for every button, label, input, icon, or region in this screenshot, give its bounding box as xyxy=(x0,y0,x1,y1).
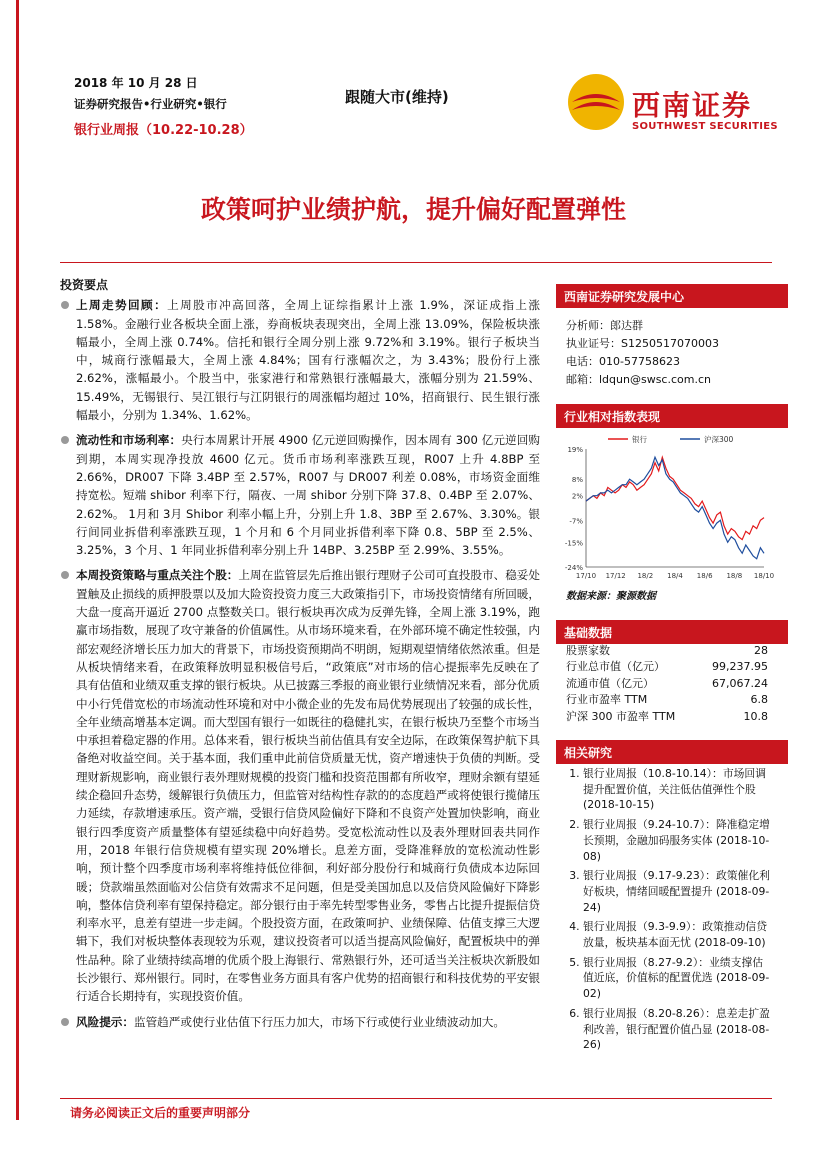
related-item[interactable]: 2. 银行业周报（9.24-10.7）：降准稳定增长预期，金融加码服务实体 (2018-10-08) xyxy=(583,817,772,864)
paragraph-text: 央行本周累计开展 4900 亿元逆回购操作，因本周有 300 亿元逆回购到期，本周实现净投放 4600 亿元。货币市场利率涨跌互现，R007 上升 4.8BP 至 2.66%，DR007 下降 3.4BP 至 2.57%，R007 与 DR007 利差 0.08%，市场资金面维持宽松。短端 shibor 利率下行，隔夜、一周 shibor 分别下降 37.8、0.4BP 至 2.07%、2.62%。 1月和 3月 Shibor 利率小幅上升，分别上升 1.8、3BP 至 2.67%、3.30%。银行间同业拆借利率涨跌互现，1 个月和 6 个月同业拆借利率下降 0.8、5BP 至 2.5%、3.25%，3 个月、1 年同业拆借利率分别上升 14BP、3.25BP 至 2.99%、3.55%。 xyxy=(76,433,540,558)
paragraph-head: 上周走势回顾： xyxy=(76,298,168,313)
basic-row xyxy=(566,643,768,659)
brand-name-en: SOUTHWEST SECURITIES xyxy=(632,121,778,132)
x-tick-label: 18/10 xyxy=(753,572,775,580)
basic-value: 28 xyxy=(754,644,768,657)
paragraph-head: 流动性和市场利率： xyxy=(76,433,182,448)
paragraph-head: 本周投资策略与重点关注个股： xyxy=(76,568,239,583)
basic-row xyxy=(566,676,768,692)
bullet-icon xyxy=(61,436,69,444)
legend-label: 沪深300 xyxy=(704,435,734,444)
analyst-name: 分析师：郎达群 xyxy=(566,319,643,332)
relative-index-chart xyxy=(556,431,775,601)
basic-row xyxy=(566,692,768,708)
left-accent-bar xyxy=(16,0,19,1120)
basic-row xyxy=(566,659,768,675)
related-research-header: 相关研究 xyxy=(556,740,788,764)
paragraph-strategy xyxy=(60,566,540,1005)
basic-label: 行业市盈率 TTM xyxy=(566,693,648,707)
basic-value: 99,237.95 xyxy=(712,660,768,674)
related-item[interactable]: 6. 银行业周报（8.20-8.26）：息差走扩盈利改善，银行配置价值凸显 (2018-08-26) xyxy=(583,1006,772,1053)
basic-label: 沪深 300 市盈率 TTM xyxy=(566,709,676,723)
y-tick-label: 8% xyxy=(571,476,583,485)
report-category: 证券研究报告•行业研究•银行 xyxy=(74,97,227,111)
related-item[interactable]: 3. 银行业周报（9.17-9.23）：政策催化利好板块，情绪回暖配置提升 (2018-09-24) xyxy=(583,868,772,915)
legend-label: 银行 xyxy=(632,435,647,444)
paragraph-text: 上周股市冲高回落，全周上证综指累计上涨 1.9%，深证成指上涨 1.58%。金融行业各板块全面上涨，券商板块表现突出，全周上涨 13.09%，保险板块涨幅最小，全周上涨 0.74%。信托和银行全周分别上涨 9.72%和 3.19%。银行子板块当中，城商行涨幅最大，全周上涨 4.84%；国有行涨幅次之，为 3.43%；股份行上涨 2.62%，涨幅最小。个股当中，张家港行和常熟银行涨幅最大，涨幅分别为 21.59%、15.49%，无锡银行、吴江银行与江阴银行的周涨幅均超过 10%，招商银行、民生银行涨幅最小，分别为 1.34%、1.62%。 xyxy=(76,298,540,423)
basic-label: 行业总市值（亿元） xyxy=(566,660,665,674)
related-research-list xyxy=(566,766,772,1057)
bullet-icon xyxy=(61,1018,69,1026)
y-tick-label: -15% xyxy=(564,539,583,548)
brand-name: 西南证券 xyxy=(632,89,753,122)
y-tick-label: 2% xyxy=(571,492,583,501)
chart-source: 数据来源：聚源数据 xyxy=(566,591,656,602)
bullet-icon xyxy=(61,301,69,309)
related-item[interactable]: 1. 银行业周报（10.8-10.14）：市场回调提升配置价值，关注低估值弹性个股 (2018-10-15) xyxy=(583,766,772,813)
report-title: 政策呵护业绩护航，提升偏好配置弹性 xyxy=(200,195,626,224)
series-line-bank xyxy=(586,457,764,539)
basic-row xyxy=(566,709,768,725)
analyst-email[interactable]: 邮箱：ldqun@swsc.com.cn xyxy=(566,373,711,386)
chart-header: 行业相对指数表现 xyxy=(556,404,788,428)
report-period: 银行业周报（10.22-10.28） xyxy=(74,123,253,138)
x-tick-label: 17/12 xyxy=(605,572,626,580)
analyst-phone: 电话：010-57758623 xyxy=(566,355,680,368)
paragraph-text: 上周在监管层先后推出银行理财子公司可直投股市、稳妥处置触及止损线的质押股票以及加大险资投资力度三大政策指引下，市场投资情绪有所回暖，大盘一度高开逼近 2700 点整数关口。银行板块再次成为反弹先锋，全周上涨 3.19%，跑赢市场指数，展现了攻守兼备的价值属性。从市场环境来看，在外部环境不确定性较强，内部宏观经济增长压力加大的背景下，市场投资预期尚不明朗，短期观望情绪依然浓重。但是从板块情绪来看，在政策释放明显积极信号后，“政策底”对市场的信心提振率先反映在了具有估值和业绩双重支撑的银行板块。从已披露三季报的商业银行业绩情况来看，部分优质中小行凭借宽松的市场流动性环境和对中小微企业的先发布局优势展现出了较强的成长性，全年业绩高增基本定调。而大型国有银行一如既往的稳健扎实，在银行板块乃至整个市场当中承担着稳定器的作用。总体来看，银行板块当前估值具有安全边际，在政策保驾护航下具备绝对收益空间。关于基本面，我们重申此前信贷质量无忧，资产增速快于负债的判断。受理财新规影响，商业银行表外理财规模的投资门槛和投资范围都有所收窄，理财余额有望延续企稳回升态势，缓解银行负债压力，但监管对结构性存款的的态度趋严或将使银行揽储压力延续，存款增速承压。资产端，受银行信贷风险偏好下降和不良资产处置加快影响，商业银行四季度资产质量整体有望延续稳中向好趋势。受宽松流动性以及表外理财回表共同作用，2018 年银行信贷规模有望实现 20%增长。息差方面，受降准释放的宽松流动性影响，预计整个四季度市场利率将维持低位徘徊，利好部分股份行和城商行负债成本边际回暖；贷款端虽然面临对公信贷有效需求不足问题，但是受美国加息以及信贷风险偏好下降影响，整体信贷利率有望保持稳定。部分银行由于率先转型零售业务，零售占比提升提振信贷利率水平，息差有望进一步走阔。个股投资方面，在政策呵护、业绩保障、估值支撑三大逻辑下，我们对板块整体表现较为乐观，建议投资者可以适当提高风险偏好，配置板块中的弹性品种。除了业绩持续高增的优质个股上海银行、常熟银行外，还可适当关注板块次新股如长沙银行、郑州银行。同时，在零售业务方面具有客户优势的招商银行和科技优势的平安银行适合长期持有，实现投资价值。 xyxy=(76,568,540,1004)
paragraph-head: 风险提示： xyxy=(76,1014,134,1029)
analyst-contact xyxy=(566,317,719,389)
basic-value: 10.8 xyxy=(743,709,768,723)
related-item[interactable]: 4. 银行业周报（9.3-9.9）：政策推动信贷放量，板块基本面无忧 (2018-09-10) xyxy=(583,919,772,950)
bullet-icon xyxy=(61,571,69,579)
brand-logo-icon xyxy=(566,72,626,132)
basic-label: 股票家数 xyxy=(566,644,610,657)
main-content xyxy=(60,276,540,1038)
report-date: 2018 年 10 月 28 日 xyxy=(74,76,198,90)
y-tick-label: 19% xyxy=(567,446,583,454)
paragraph-review xyxy=(60,296,540,424)
basic-value: 6.8 xyxy=(750,693,768,707)
rating: 跟随大市(维持) xyxy=(345,88,449,106)
x-tick-label: 18/8 xyxy=(726,572,743,580)
basic-label: 流通市值（亿元） xyxy=(566,676,654,690)
paragraph-text: 监管趋严或使行业估值下行压力加大，市场下行或使行业业绩波动加大。 xyxy=(133,1014,505,1029)
section-title: 投资要点 xyxy=(60,278,109,292)
series-line-hs300 xyxy=(586,457,764,559)
y-tick-label: -7% xyxy=(569,517,583,526)
paragraph-liquidity xyxy=(60,431,540,559)
y-tick-label: -24% xyxy=(564,564,583,572)
research-center-header: 西南证券研究发展中心 xyxy=(556,284,788,308)
basic-data-table xyxy=(566,643,768,725)
basic-value: 67,067.24 xyxy=(712,676,768,690)
x-tick-label: 18/2 xyxy=(637,572,654,580)
paragraph-risk xyxy=(60,1013,540,1031)
footer-disclaimer: 请务必阅读正文后的重要声明部分 xyxy=(70,1106,251,1120)
x-tick-label: 18/4 xyxy=(667,572,683,580)
x-tick-label: 17/10 xyxy=(575,572,597,580)
footer-divider xyxy=(60,1098,772,1099)
x-tick-label: 18/6 xyxy=(696,572,713,580)
title-divider xyxy=(60,262,772,263)
basic-data-header: 基础数据 xyxy=(556,620,788,644)
related-item[interactable]: 5. 银行业周报（8.27-9.2）：业绩支撑估值近底，价值标的配置优选 (2018-09-02) xyxy=(583,955,772,1002)
analyst-cert: 执业证号：S1250517070003 xyxy=(566,337,719,350)
